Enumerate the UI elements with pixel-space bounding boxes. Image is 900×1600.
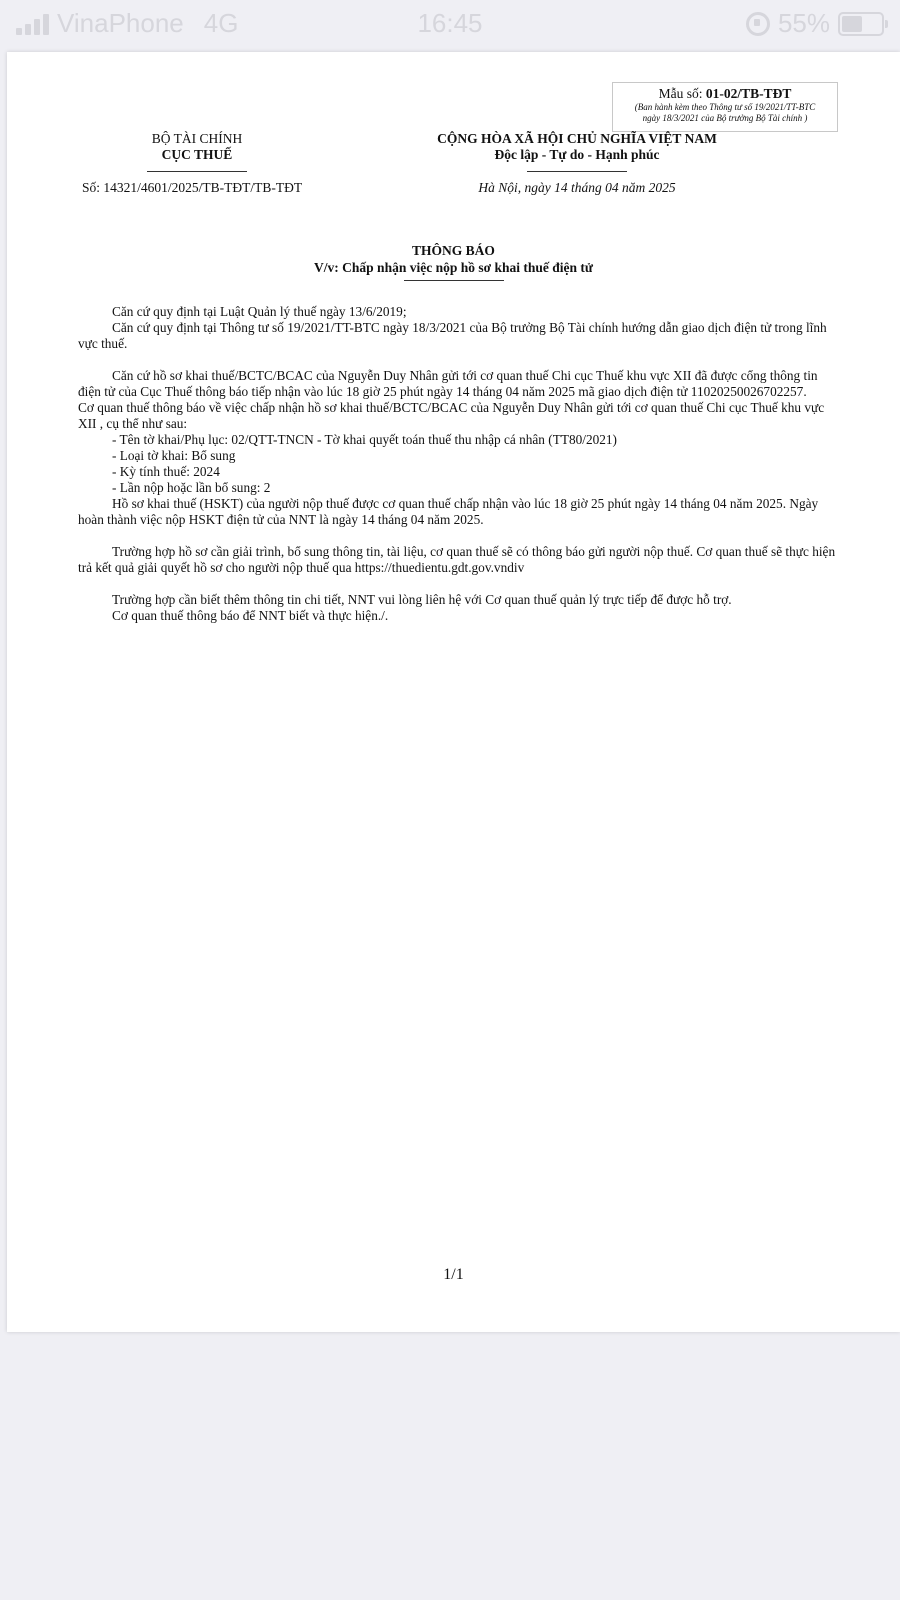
list-item: - Tên tờ khai/Phụ lục: 02/QTT-TNCN - Tờ khai quyết toán thuế thu nhập cá nhân (TT80/2021) <box>112 432 617 447</box>
form-code-box <box>612 82 838 132</box>
nation-divider <box>527 171 627 172</box>
place-date: Hà Nội, ngày 14 tháng 04 năm 2025 <box>478 180 676 195</box>
form-code-value: 01-02/TB-TĐT <box>705 86 792 101</box>
status-bar <box>0 0 900 46</box>
list-item: - Lần nộp hoặc lần bổ sung: 2 <box>112 480 271 495</box>
notice-title: THÔNG BÁO <box>412 243 495 258</box>
form-note-1: (Ban hành kèm theo Thông tư số 19/2021/TT-BTC <box>634 102 816 112</box>
battery-fill <box>842 16 862 32</box>
paragraph-2: Căn cứ quy định tại Thông tư số 19/2021/TT-BTC ngày 18/3/2021 của Bộ trưởng Bộ Tài chính hướng dẫn giao dịch điện tử trong lĩnh vực thuế. <box>78 320 827 351</box>
agency-department: CỤC THUẾ <box>161 147 233 162</box>
battery-icon <box>838 12 884 36</box>
form-label: Mẫu số: <box>658 86 706 101</box>
paragraph-4: Cơ quan thuế thông báo về việc chấp nhận hồ sơ khai thuế/BCTC/BCAC của Nguyễn Duy Nhân gửi tới cơ quan thuế Chi cục Thuế khu vực XII , cụ thể như sau: <box>78 400 825 431</box>
notice-subject: V/v: Chấp nhận việc nộp hồ sơ khai thuế điện tử <box>314 260 593 275</box>
notice-title-block <box>7 242 900 281</box>
network-type: 4G <box>203 8 239 38</box>
agency-ministry: BỘ TÀI CHÍNH <box>151 131 243 146</box>
paragraph-7: Trường hợp cần biết thêm thông tin chi tiết, NNT vui lòng liên hệ với Cơ quan thuế quản lý trực tiếp để được hỗ trợ. <box>112 592 732 607</box>
document-number: Số: 14321/4601/2025/TB-TĐT/TB-TĐT <box>82 180 303 195</box>
agency-header <box>47 131 347 172</box>
document-body <box>78 304 838 624</box>
carrier-name: VinaPhone <box>57 8 184 38</box>
agency-divider <box>147 171 247 172</box>
nation-name: CỘNG HÒA XÃ HỘI CHỦ NGHĨA VIỆT NAM <box>437 131 717 146</box>
paragraph-8: Cơ quan thuế thông báo để NNT biết và thực hiện./. <box>112 608 389 623</box>
rotation-lock-icon <box>746 12 770 36</box>
form-note-2: ngày 18/3/2021 của Bộ trưởng Bộ Tài chính ) <box>642 113 808 123</box>
national-header <box>407 131 747 172</box>
paragraph-1: Căn cứ quy định tại Luật Quản lý thuế ngày 13/6/2019; <box>112 304 407 319</box>
clock: 16:45 <box>417 8 483 38</box>
paragraph-6: Trường hợp hồ sơ cần giải trình, bổ sung thông tin, tài liệu, cơ quan thuế sẽ có thông báo gửi người nộp thuế. Cơ quan thuế sẽ thực hiện trả kết quả giải quyết hồ sơ cho người nộp thuế qua https://thuedientu.gdt.gov.vndiv <box>78 544 836 575</box>
page-number: 1/1 <box>443 1266 464 1283</box>
document-page[interactable] <box>7 52 900 1332</box>
nation-motto: Độc lập - Tự do - Hạnh phúc <box>494 147 660 162</box>
paragraph-5: Hồ sơ khai thuế (HSKT) của người nộp thuế được cơ quan thuế chấp nhận vào lúc 18 giờ 25 phút ngày 14 tháng 04 năm 2025. Ngày hoàn thành việc nộp HSKT điện tử của NNT là ngày 14 tháng 04 năm 2025. <box>78 496 819 527</box>
paragraph-3: Căn cứ hồ sơ khai thuế/BCTC/BCAC của Nguyễn Duy Nhân gửi tới cơ quan thuế Chi cục Thuế khu vực XII đã được cổng thông tin điện tử của Cục Thuế thông báo tiếp nhận vào lúc 18 giờ 25 phút ngày 14 tháng 04 năm 2025 mã giao dịch điện tử 11020250026702257. <box>78 368 818 399</box>
status-right <box>746 8 884 39</box>
title-divider <box>404 280 504 281</box>
battery-percent: 55% <box>777 8 830 38</box>
form-code <box>613 86 837 102</box>
list-item: - Loại tờ khai: Bổ sung <box>112 448 236 463</box>
list-item: - Kỳ tính thuế: 2024 <box>112 464 220 479</box>
